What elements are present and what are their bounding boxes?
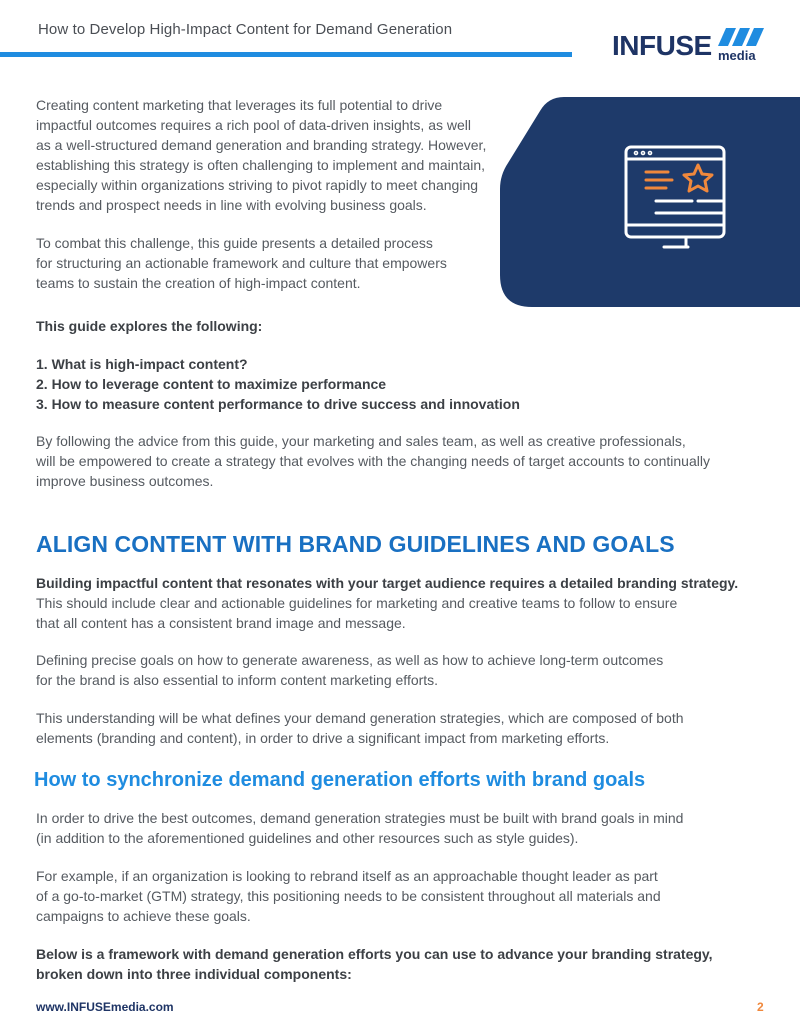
list-item: 1. What is high-impact content? xyxy=(36,356,248,372)
section1-paragraph-3: This understanding will be what defines your demand generation strategies, which are composed of both elements (branding and content), in order to drive a significant impact from marketing efforts. xyxy=(36,710,684,746)
section2-paragraph-2: For example, if an organization is looking to rebrand itself as an approachable thought leader as part of a go-to-market (GTM) strategy, this positioning needs to be consistent throughout all materials and campaigns to achieve these goals. xyxy=(36,868,661,924)
section2-paragraph-3: Below is a framework with demand generation efforts you can use to advance your branding strategy, broken down into three individual components: xyxy=(36,946,713,982)
intro-paragraph-1: Creating content marketing that leverages its full potential to drive impactful outcomes requires a rich pool of data-driven insights, as well as a well-structured demand generation and branding strategy. However, establishing this strategy is often challenging to implement and maintain, especially within organizations striving to pivot rapidly to meet changing trends and prospect needs in line with evolving business goals. xyxy=(36,97,487,213)
section1-paragraph-2: Defining precise goals on how to generate awareness, as well as how to achieve long-term outcomes for the brand is also essential to inform content marketing efforts. xyxy=(36,652,664,688)
section1-paragraph-1: Building impactful content that resonates with your target audience requires a detailed branding strategy. This should include clear and actionable guidelines for marketing and creative teams to follow to ensure that all content has a consistent brand image and message. xyxy=(36,575,739,631)
topic-list xyxy=(36,354,520,414)
intro-paragraph-2: To combat this challenge, this guide presents a detailed process for structuring an actionable framework and culture that empowers teams to sustain the creation of high-impact content. xyxy=(36,235,447,291)
section2-paragraph-1: In order to drive the best outcomes, demand generation strategies must be built with brand goals in mind (in addition to the aforementioned guidelines and other resources such as style guides). xyxy=(36,810,684,846)
logo-word: INFUSE xyxy=(612,30,712,61)
page-number: 2 xyxy=(757,1000,764,1014)
infuse-logo[interactable] xyxy=(612,28,772,68)
footer-url-link[interactable]: www.INFUSEmedia.com xyxy=(36,1000,174,1014)
subheading-synchronize: How to synchronize demand generation efforts with brand goals xyxy=(34,769,646,791)
section-heading-brand: ALIGN CONTENT WITH BRAND GUIDELINES AND GOALS xyxy=(36,531,675,557)
lead-bold: Building impactful content that resonates with your target audience requires a detailed branding strategy. xyxy=(36,575,739,591)
intro-paragraph-3: By following the advice from this guide, your marketing and sales team, as well as creative professionals, will be empowered to create a strategy that evolves with the changing needs of target accounts to continually improve business outcomes. xyxy=(36,433,710,489)
list-item: 3. How to measure content performance to drive success and innovation xyxy=(36,396,520,412)
header-rule xyxy=(0,52,572,57)
header-title: How to Develop High-Impact Content for Demand Generation xyxy=(38,21,453,38)
logo-sub: media xyxy=(718,48,756,63)
hero-panel xyxy=(500,97,800,307)
list-item: 2. How to leverage content to maximize performance xyxy=(36,376,387,392)
explores-label: This guide explores the following: xyxy=(36,318,263,334)
logo-stripes-icon xyxy=(718,28,772,46)
